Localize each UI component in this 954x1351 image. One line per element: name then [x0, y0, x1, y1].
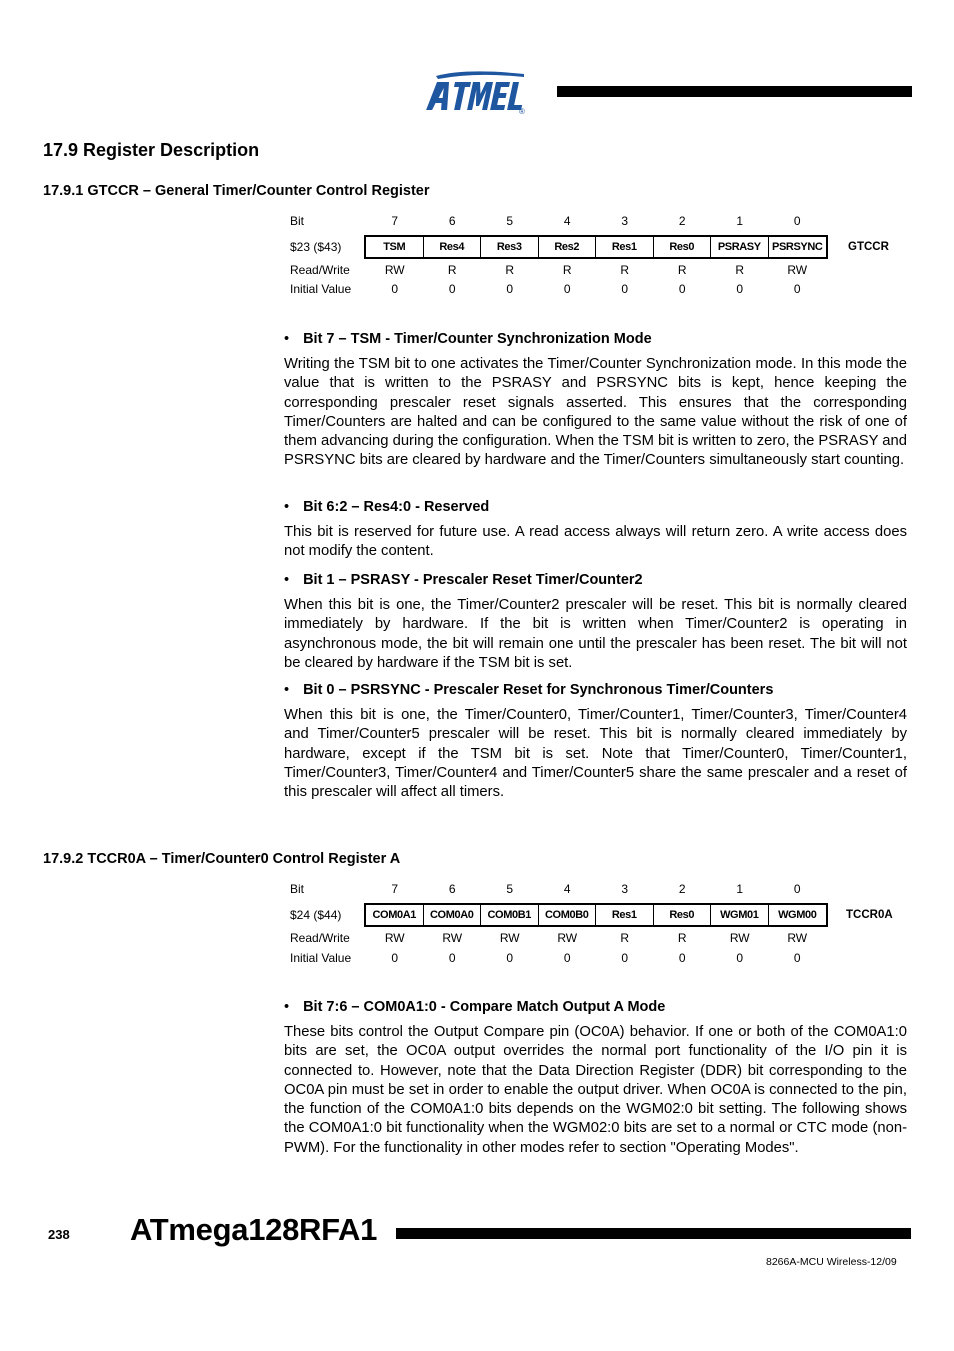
initial-value: 0 — [506, 282, 514, 296]
bit-number: 0 — [793, 882, 801, 896]
register-field: PSRSYNC — [772, 241, 823, 253]
bit-number: 2 — [678, 882, 686, 896]
initial-value: 0 — [793, 951, 801, 965]
register-field: COM0A1 — [366, 905, 424, 925]
read-write-value: RW — [499, 931, 520, 945]
svg-text:®: ® — [519, 107, 525, 116]
initial-value: 0 — [678, 282, 686, 296]
initial-value: 0 — [621, 282, 629, 296]
section-title: 17.9 Register Description — [43, 140, 260, 160]
bullet-title — [284, 999, 665, 1015]
read-write-value: R — [677, 931, 687, 945]
document-reference: 8266A-MCU Wireless-12/09 — [766, 1256, 897, 1268]
initial-value: 0 — [736, 951, 744, 965]
header-rule — [557, 86, 912, 97]
bit-number: 2 — [678, 214, 686, 228]
initial-value: 0 — [621, 951, 629, 965]
read-write-value: RW — [557, 931, 578, 945]
bullet-title-text: Bit 7 – TSM - Timer/Counter Synchronization Mode — [303, 331, 652, 347]
bullet-title-text: Bit 7:6 – COM0A1:0 - Compare Match Output A Mode — [303, 999, 666, 1015]
register-fields — [364, 235, 828, 259]
bit-number: 1 — [736, 214, 744, 228]
bit-number: 5 — [506, 214, 514, 228]
register-field: Res2 — [539, 237, 597, 257]
read-write-value: R — [562, 263, 572, 277]
bullet-title — [284, 682, 773, 698]
read-write-value: R — [505, 263, 515, 277]
bit-label: Bit — [290, 882, 305, 896]
initial-value: 0 — [448, 951, 456, 965]
bit-number: 7 — [391, 214, 399, 228]
read-write-label: Read/Write — [290, 931, 350, 945]
read-write-value: R — [620, 263, 630, 277]
read-write-value: RW — [729, 931, 750, 945]
bullet-text: This bit is reserved for future use. A read access always will return zero. A write access does not modify the content. — [284, 524, 907, 560]
bullet-text: These bits control the Output Compare pin (OC0A) behavior. If one or both of the COM0A1:0 bits are set, the OC0A output overrides the normal port functionality of the I/O pin it is connected to. However, note that the Data Direction Register (DDR) bit corresponding to the OC0A pin must be set in order to enable the output driver. When OC0A is connected to the pin, the function of the COM0A1:0 bits depends on the WGM02:0 bit setting. The following shows the COM0A1:0 bit functionality when the WGM02:0 bits are set to a normal or CTC mode (non-PWM). For the functionality in other modes refer to section "Operating Modes". — [284, 1024, 907, 1156]
bit-number: 4 — [563, 882, 571, 896]
register-field: COM0A0 — [424, 905, 482, 925]
register-field: Res0 — [654, 905, 712, 925]
bit-label: Bit — [290, 214, 305, 228]
bit-number: 6 — [448, 214, 456, 228]
bullet-dot: • — [284, 331, 290, 347]
register-field: Res3 — [481, 237, 539, 257]
read-write-value: RW — [442, 931, 463, 945]
bullet-title — [284, 572, 643, 588]
initial-value: 0 — [678, 951, 686, 965]
bit-number: 7 — [391, 882, 399, 896]
page-number: 238 — [48, 1227, 70, 1242]
read-write-value: R — [620, 931, 630, 945]
initial-value: 0 — [391, 282, 399, 296]
bullet-title-text: Bit 1 – PSRASY - Prescaler Reset Timer/Counter2 — [303, 572, 643, 588]
bullet-text: Writing the TSM bit to one activates the Timer/Counter Synchronization mode. In this mode the value that is written to the PSRASY and PSRSYNC bits is kept, hence keeping the corresponding prescaler reset signals asserted. This ensures that the corresponding Timer/Counters are halted and can be configured to the same value without the risk of one of them advancing during the configuration. When the TSM bit is written to zero, the PSRASY and PSRSYNC bits are cleared by hardware and the Timer/Counters simultaneously start counting. — [284, 356, 907, 469]
bullet-dot: • — [284, 499, 290, 515]
register-field: PSRASY — [711, 237, 769, 257]
register-field: COM0B1 — [481, 905, 539, 925]
bit-number: 3 — [621, 214, 629, 228]
bit-number: 1 — [736, 882, 744, 896]
initial-value-label: Initial Value — [290, 951, 352, 965]
tccr0a-title: 17.9.2 TCCR0A – Timer/Counter0 Control Register A — [43, 851, 401, 867]
document-title: ATmega128RFA1 — [130, 1212, 378, 1247]
read-write-value: RW — [787, 931, 808, 945]
initial-value: 0 — [506, 951, 514, 965]
register-field: Res1 — [596, 905, 654, 925]
read-write-value: R — [447, 263, 457, 277]
bit-number: 0 — [793, 214, 801, 228]
read-write-label: Read/Write — [290, 263, 350, 277]
bit-number: 6 — [448, 882, 456, 896]
bit-number: 4 — [563, 214, 571, 228]
register-name: GTCCR — [848, 241, 889, 253]
initial-value: 0 — [793, 282, 801, 296]
gtccr-title: 17.9.1 GTCCR – General Timer/Counter Control Register — [43, 183, 430, 199]
initial-value: 0 — [391, 951, 399, 965]
bullet-title — [284, 499, 489, 515]
register-address: $24 ($44) — [290, 908, 342, 922]
bullet-text: When this bit is one, the Timer/Counter0, Timer/Counter1, Timer/Counter3, Timer/Counter4 and Timer/Counter5 prescaler will be reset. This bit is normally cleared immediately by hardware, except if the TSM bit is set. Note that Timer/Counter0, Timer/Counter1, Timer/Counter3, Timer/Counter4 and Timer/Counter5 share the same prescaler and a reset of this prescaler will affect all timers. — [284, 707, 907, 801]
register-field: Res1 — [596, 237, 654, 257]
initial-value: 0 — [448, 282, 456, 296]
read-write-value: RW — [787, 263, 808, 277]
read-write-value: RW — [384, 931, 405, 945]
bullet-title-text: Bit 6:2 – Res4:0 - Reserved — [303, 499, 490, 515]
initial-value: 0 — [563, 951, 571, 965]
register-field: Res4 — [424, 237, 482, 257]
register-fields — [364, 903, 828, 927]
bullet-text: When this bit is one, the Timer/Counter2 prescaler will be reset. This bit is normally cleared immediately by hardware. If the bit is written when Timer/Counter2 is operating in asynchronous mode, the bit will remain one until the prescaler has been reset. The bit will not be cleared by hardware if the TSM bit is set. — [284, 597, 907, 671]
register-field: WGM01 — [711, 905, 769, 925]
register-field: TSM — [366, 237, 424, 257]
initial-value-label: Initial Value — [290, 282, 352, 296]
initial-value: 0 — [736, 282, 744, 296]
read-write-value: RW — [384, 263, 405, 277]
atmel-logo — [426, 68, 530, 116]
read-write-value: R — [677, 263, 687, 277]
register-field: WGM00 — [778, 909, 817, 921]
register-name: TCCR0A — [846, 909, 893, 921]
bullet-title — [284, 331, 652, 347]
bullet-dot: • — [284, 999, 290, 1015]
bullet-dot: • — [284, 682, 290, 698]
read-write-value: R — [735, 263, 745, 277]
footer-rule — [396, 1228, 911, 1239]
register-field: COM0B0 — [539, 905, 597, 925]
register-address: $23 ($43) — [290, 240, 342, 254]
bullet-dot: • — [284, 572, 290, 588]
register-field: Res0 — [654, 237, 712, 257]
bullet-title-text: Bit 0 – PSRSYNC - Prescaler Reset for Synchronous Timer/Counters — [303, 682, 774, 698]
initial-value: 0 — [563, 282, 571, 296]
bit-number: 3 — [621, 882, 629, 896]
bit-number: 5 — [506, 882, 514, 896]
